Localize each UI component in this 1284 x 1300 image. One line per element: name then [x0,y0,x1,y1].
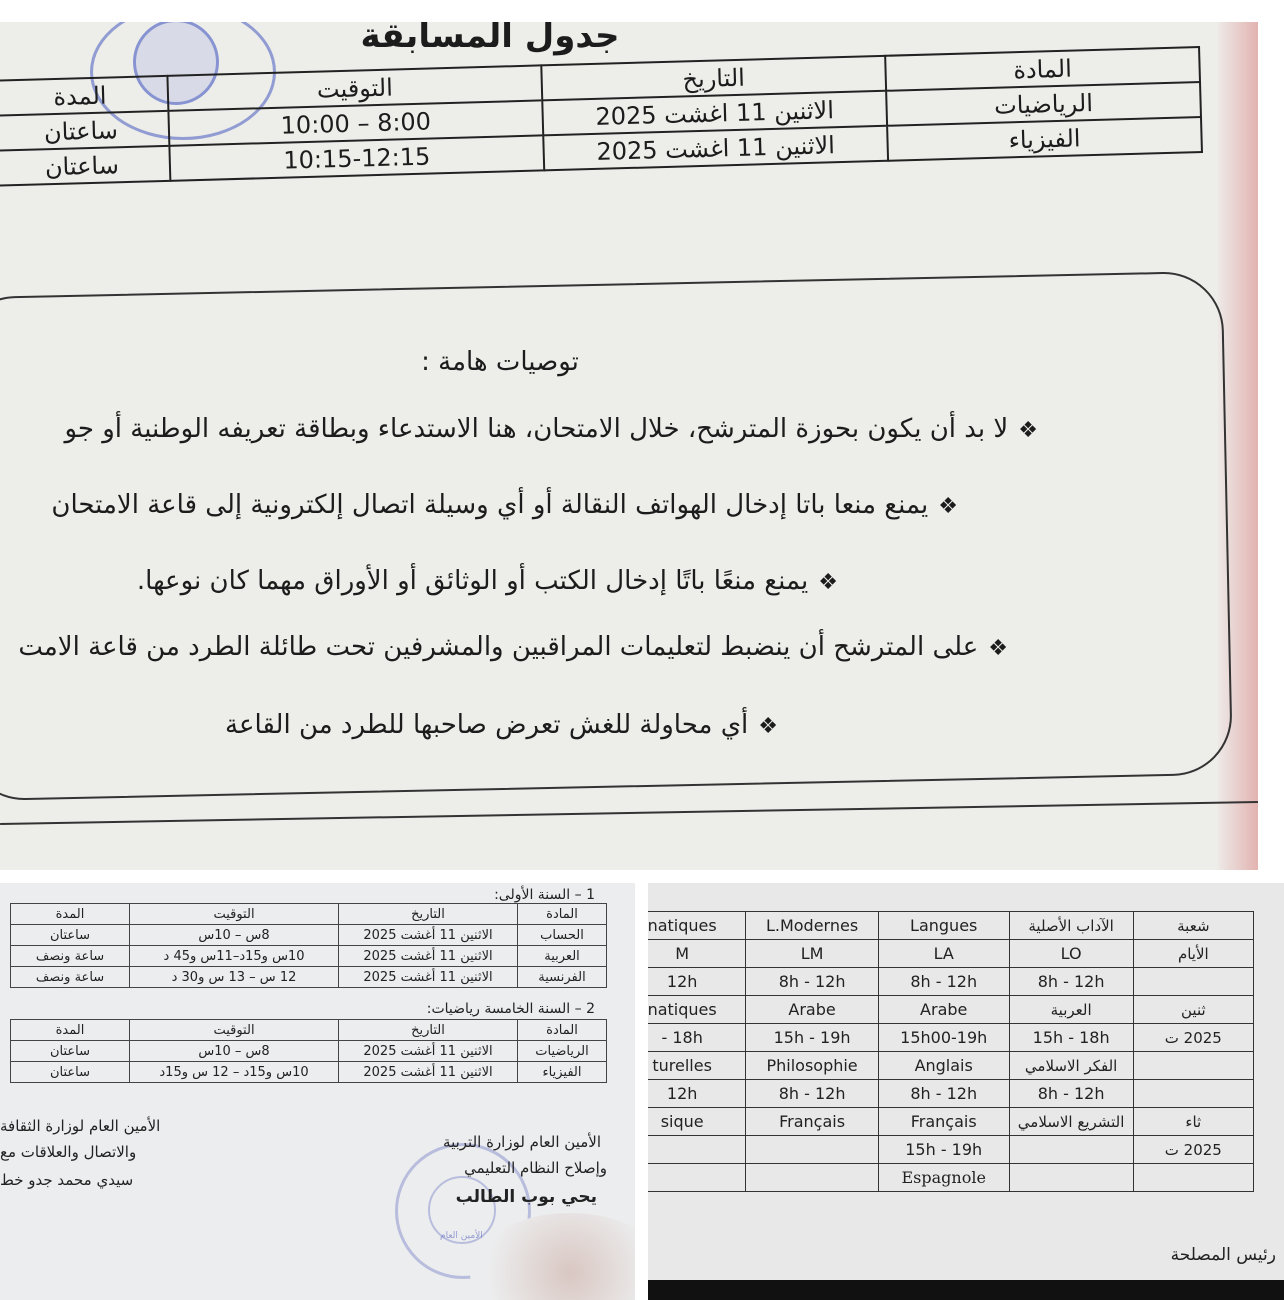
cell-duration: ساعتان [11,1062,130,1083]
table-cell [1133,968,1253,996]
header-subject: المادة [518,1020,607,1041]
table-header-row [648,940,1254,968]
cell-time: 10س و15د–11س و45 د [130,946,339,967]
diamond-bullet-icon: ❖ [988,636,1008,661]
table-cell: 8h - 12h [878,968,1009,996]
table-cell: Espagnole [878,1164,1009,1192]
recommendation-item: ❖يمنع منعا باتا إدخال الهواتف النقالة أو أي وسيلة اتصال إلكترونية إلى قاعة الامتحان [51,490,958,520]
table-cell: 8h - 12h [746,1080,879,1108]
table-cell: 15h - 19h [878,1136,1009,1164]
cell-date: الاثنين 11 اغشت 2025 [543,126,888,171]
table-cell: 8h - 12h [1009,968,1133,996]
header-cell: LA [878,940,1009,968]
table-cell: sique [648,1108,746,1136]
cell-date: الاثنين 11 أغشت 2025 [339,967,518,988]
header-cell: L.Modernes [746,912,879,940]
table-cell: 2025 ت [1133,1024,1253,1052]
cell-date: الاثنين 11 أغشت 2025 [339,1062,518,1083]
header-cell: LO [1009,940,1133,968]
recommendation-item: ❖على المترشح أن ينضبط لتعليمات المراقبين والمشرفين تحت طائلة الطرد من قاعة الامت [18,632,1008,662]
cell-time: 10:15-12:15 [169,135,544,180]
table-cell: natiques [648,996,746,1024]
table-row [11,967,607,988]
cell-time: 8س – 10س [130,1041,339,1062]
signatory-right-name: يحي بوب الطالب [455,1187,597,1207]
header-duration: المدة [0,76,168,116]
table-header-row [11,904,607,925]
table-header-row [648,912,1254,940]
table-row [648,996,1254,1024]
table-cell: العربية [1009,996,1133,1024]
table-row [11,1062,607,1083]
header-time: التوقيت [130,904,339,925]
header-cell: الأيام [1133,940,1253,968]
table-row [11,1041,607,1062]
recommendation-item: ❖لا بد أن يكون بحوزة المترشح، خلال الامتحان، هنا الاستدعاء وبطاقة تعريفه الوطنية أو جو [64,414,1038,444]
stamp-text: الأمين العام [440,1231,483,1241]
signatory-left-name: سيدي محمد جدو خط [0,1171,134,1189]
recommendation-item: ❖أي محاولة للغش تعرض صاحبها للطرد من القاعة [225,710,778,740]
header-time: التوقيت [130,1020,339,1041]
table-cell: Philosophie [746,1052,879,1080]
table-cell: ثنين [1133,996,1253,1024]
header-subject: المادة [885,47,1200,91]
header-cell: LM [746,940,879,968]
table-cell: 8h - 12h [878,1080,1009,1108]
table-cell [648,1164,746,1192]
schedule-title: جدول المسابقة [360,22,620,56]
header-date: التاريخ [339,904,518,925]
header-cell: الآداب الأصلية [1009,912,1133,940]
photo-bottom-bar [648,1280,1284,1300]
table-cell [1133,1052,1253,1080]
cell-subject: الحساب [518,925,607,946]
cell-date: الاثنين 11 اغشت 2025 [542,91,887,136]
signatory-left-title: الأمين العام لوزارة الثقافة [0,1117,161,1135]
table-cell: Français [746,1108,879,1136]
table-cell: ثاء [1133,1108,1253,1136]
table-row [648,1080,1254,1108]
signatory-right-title-2: وإصلاح النظام التعليمي [464,1159,607,1177]
bottom-left-document-photo [0,883,635,1300]
cell-time: 12 س – 13 س و30 د [130,967,339,988]
cell-date: الاثنين 11 أغشت 2025 [339,1041,518,1062]
table-row [11,946,607,967]
table-cell: 12h [648,1080,746,1108]
table-row [648,1024,1254,1052]
table-cell: 8h - 12h [746,968,879,996]
table-cell: 8h - 12h [1009,1080,1133,1108]
table-cell [648,1136,746,1164]
cell-date: الاثنين 11 أغشت 2025 [339,946,518,967]
signatory-right-title: الأمين العام لوزارة التربية [443,1133,601,1151]
table-cell: 15h00-19h [878,1024,1009,1052]
recommendation-item: ❖يمنع منعًا باتًا إدخال الكتب أو الوثائق أو الأوراق مهما كان نوعها. [136,566,838,596]
table-cell: turelles [648,1052,746,1080]
table-cell: 12h [648,968,746,996]
header-cell: شعبة [1133,912,1253,940]
header-date: التاريخ [339,1020,518,1041]
header-cell: natiques [648,912,746,940]
table-cell: Français [878,1108,1009,1136]
table-cell: - 18h [648,1024,746,1052]
table-row [648,1164,1254,1192]
cell-time: 8س – 10س [130,925,339,946]
table-row [648,1136,1254,1164]
signatory-left-title-2: والاتصال والعلاقات مع [0,1143,137,1161]
table-row [648,1108,1254,1136]
header-cell: Langues [878,912,1009,940]
bottom-right-document-photo [648,883,1284,1300]
cell-subject: الفرنسية [518,967,607,988]
table-cell: Arabe [746,996,879,1024]
cell-duration: ساعتان [11,925,130,946]
diamond-bullet-icon: ❖ [758,714,778,739]
header-duration: المدة [11,904,130,925]
cell-date: الاثنين 11 أغشت 2025 [339,925,518,946]
table-row [648,1052,1254,1080]
section1-title: 1 – السنة الأولى: [494,887,595,903]
diamond-bullet-icon: ❖ [1018,418,1038,443]
table-cell: 15h - 19h [746,1024,879,1052]
section1-table [10,903,607,988]
cell-duration: ساعتان [0,146,170,186]
table-cell: الفكر الاسلامي [1009,1052,1133,1080]
table-header-row [11,1020,607,1041]
cell-duration: ساعة ونصف [11,946,130,967]
section2-table [10,1019,607,1083]
table-row [648,968,1254,996]
cell-subject: العربية [518,946,607,967]
table-row [11,925,607,946]
table-cell: 2025 ت [1133,1136,1253,1164]
cell-duration: ساعة ونصف [11,967,130,988]
table-cell [746,1164,879,1192]
cell-duration: ساعتان [0,111,169,151]
cell-time: 8:00 – 10:00 [168,100,543,145]
diamond-bullet-icon: ❖ [818,570,838,595]
cell-subject: الفيزياء [518,1062,607,1083]
diamond-bullet-icon: ❖ [938,494,958,519]
footer-signature-title: رئيس المصلحة [1170,1245,1276,1265]
header-cell: M [648,940,746,968]
page-fold-line [0,801,1258,825]
table-cell [1009,1136,1133,1164]
table-cell: Arabe [878,996,1009,1024]
table-cell: Anglais [878,1052,1009,1080]
table-cell: 15h - 18h [1009,1024,1133,1052]
recommendations-title: توصيات هامة : [421,347,579,377]
table-cell [1133,1080,1253,1108]
header-time: التوقيت [167,65,542,110]
table-cell [1133,1164,1253,1192]
section2-title: 2 – السنة الخامسة رياضيات: [426,1001,595,1017]
top-document-photo [0,22,1258,870]
cell-time: 10س و15د – 12 س و15د [130,1062,339,1083]
table-cell [1009,1164,1133,1192]
header-date: التاريخ [541,56,886,101]
branches-schedule-table [648,911,1254,1192]
header-subject: المادة [518,904,607,925]
cell-subject: الرياضيات [518,1041,607,1062]
header-duration: المدة [11,1020,130,1041]
table-cell [746,1136,879,1164]
cell-duration: ساعتان [11,1041,130,1062]
cell-subject: الرياضيات [886,82,1201,126]
cell-subject: الفيزياء [887,117,1202,161]
table-cell: التشريع الاسلامي [1009,1108,1133,1136]
